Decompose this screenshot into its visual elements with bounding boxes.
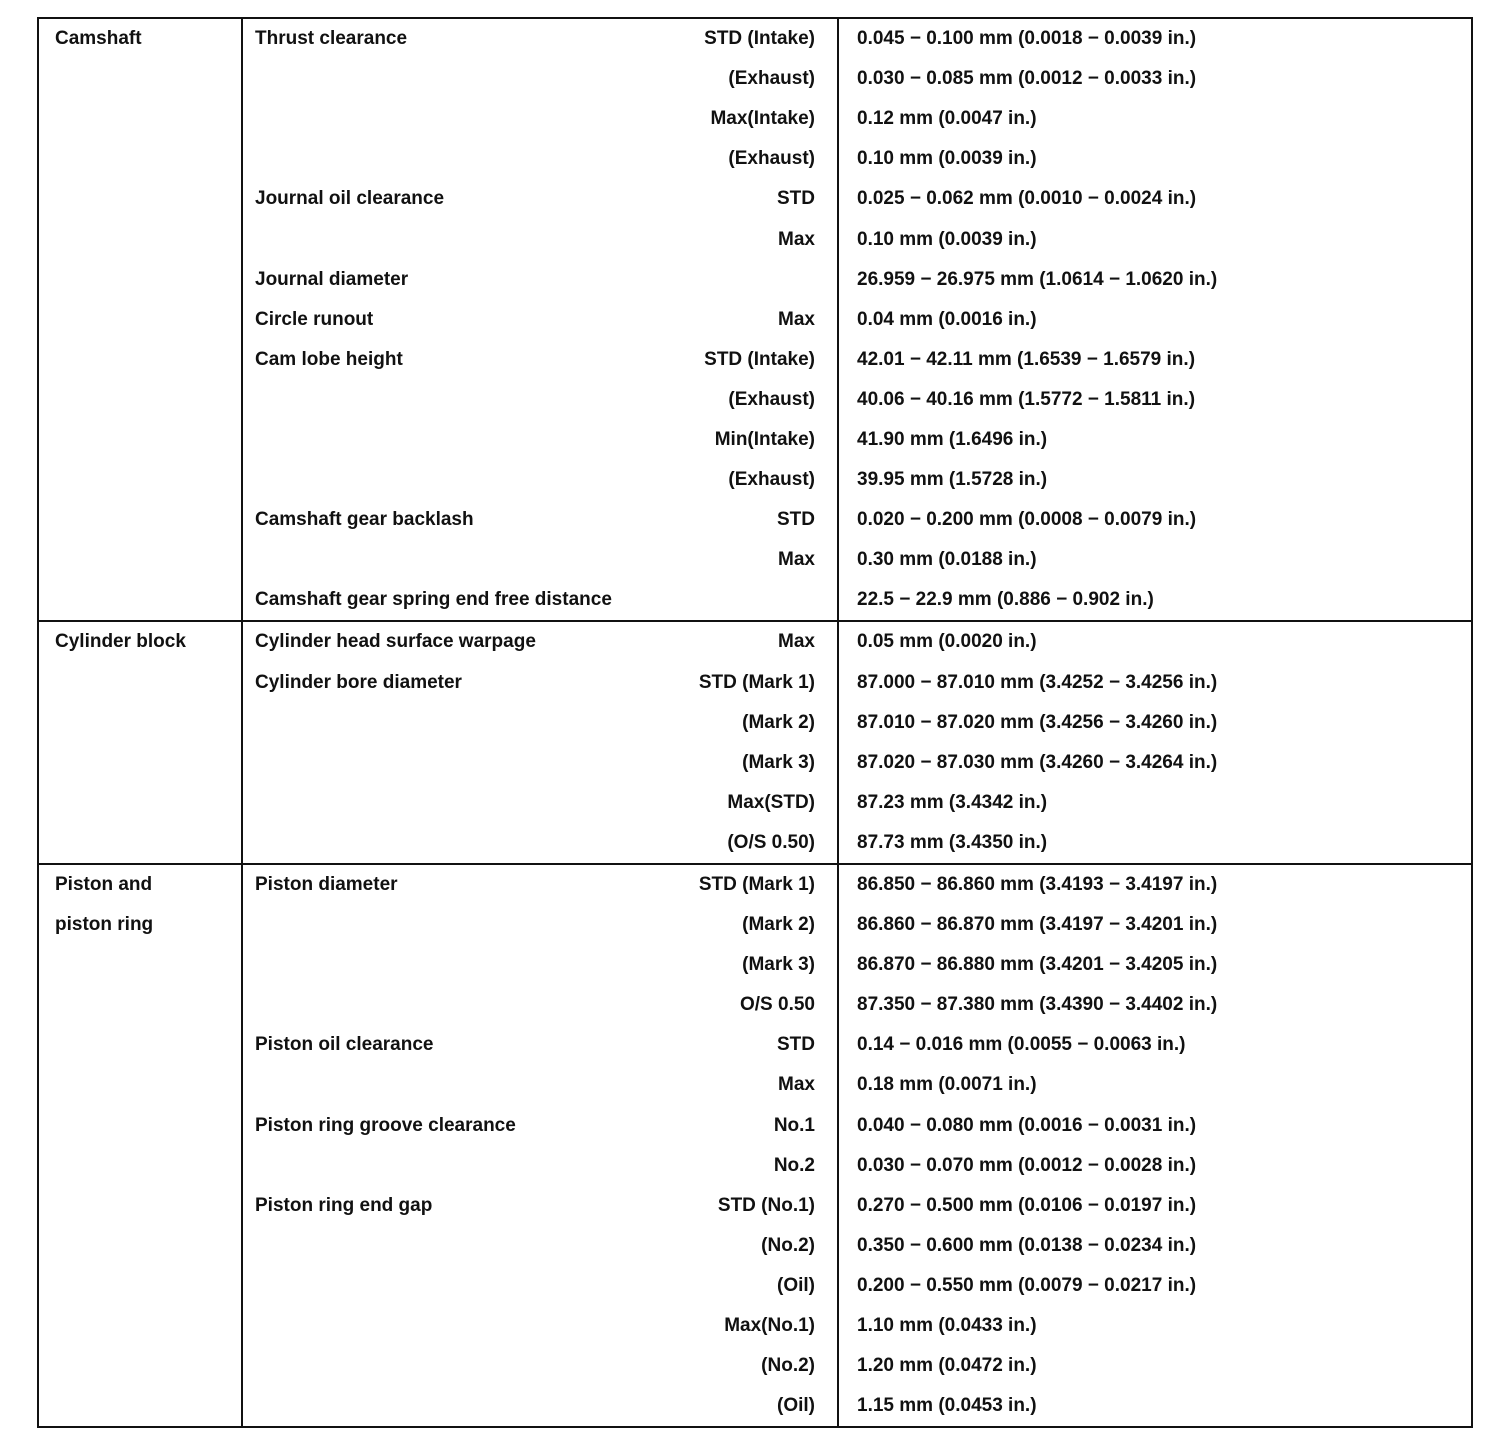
spec-condition: (Mark 3): [742, 954, 815, 976]
spec-item: [242, 985, 662, 1025]
spec-item: Thrust clearance: [242, 18, 662, 59]
table-row: [38, 500, 1472, 540]
table-row: [38, 743, 1472, 783]
spec-condition: (Oil): [777, 1274, 815, 1296]
spec-condition: (Mark 3): [742, 751, 815, 773]
spec-item: [242, 1065, 662, 1105]
spec-condition: Max(No.1): [724, 1315, 815, 1337]
spec-value: 86.860 − 86.870 mm (3.4197 − 3.4201 in.): [838, 905, 1472, 945]
spec-value: 87.350 − 87.380 mm (3.4390 − 3.4402 in.): [838, 985, 1472, 1025]
table-row: [38, 905, 1472, 945]
table-row: [38, 1065, 1472, 1105]
spec-value: 41.90 mm (1.6496 in.): [838, 420, 1472, 460]
spec-value: 87.000 − 87.010 mm (3.4252 − 3.4256 in.): [838, 663, 1472, 703]
spec-value: 1.10 mm (0.0433 in.): [838, 1306, 1472, 1346]
spec-condition: (Oil): [777, 1395, 815, 1417]
spec-item: [242, 905, 662, 945]
table-row: [38, 179, 1472, 219]
table-row: [38, 139, 1472, 179]
spec-condition: STD (Intake): [662, 18, 838, 59]
spec-condition: STD (No.1): [717, 1194, 815, 1216]
spec-condition: STD: [777, 1034, 815, 1056]
spec-item: Piston diameter: [242, 864, 662, 905]
spec-value: 0.270 − 0.500 mm (0.0106 − 0.0197 in.): [838, 1186, 1472, 1226]
spec-item: [242, 743, 662, 783]
spec-value: 0.18 mm (0.0071 in.): [838, 1065, 1472, 1105]
spec-value: 87.73 mm (3.4350 in.): [838, 823, 1472, 864]
spec-value: 26.959 − 26.975 mm (1.0614 − 1.0620 in.): [838, 260, 1472, 300]
spec-value: 22.5 − 22.9 mm (0.886 − 0.902 in.): [838, 580, 1472, 621]
spec-value: 0.30 mm (0.0188 in.): [838, 540, 1472, 580]
table-row: [38, 1266, 1472, 1306]
spec-value: 0.040 − 0.080 mm (0.0016 − 0.0031 in.): [838, 1106, 1472, 1146]
spec-value: 87.23 mm (3.4342 in.): [838, 783, 1472, 823]
spec-condition: STD (Mark 1): [698, 671, 815, 693]
spec-item: [242, 703, 662, 743]
table-row: [38, 945, 1472, 985]
spec-item: [242, 139, 662, 179]
spec-value: 86.870 − 86.880 mm (3.4201 − 3.4205 in.): [838, 945, 1472, 985]
section-label-cell: [38, 864, 242, 1427]
spec-condition: (No.2): [761, 1355, 815, 1377]
spec-condition: (Exhaust): [728, 68, 815, 90]
spec-value: 0.350 − 0.600 mm (0.0138 − 0.0234 in.): [838, 1226, 1472, 1266]
spec-value: 0.10 mm (0.0039 in.): [838, 139, 1472, 179]
spec-value: 0.200 − 0.550 mm (0.0079 − 0.0217 in.): [838, 1266, 1472, 1306]
spec-item: [242, 945, 662, 985]
table-row: [38, 783, 1472, 823]
spec-condition: Max: [778, 308, 815, 330]
table-row: [38, 1226, 1472, 1266]
spec-table: [37, 17, 1473, 1428]
spec-value: 0.020 − 0.200 mm (0.0008 − 0.0079 in.): [838, 500, 1472, 540]
spec-condition: (Exhaust): [728, 148, 815, 170]
spec-condition: Max: [662, 621, 838, 662]
spec-value: 42.01 − 42.11 mm (1.6539 − 1.6579 in.): [838, 340, 1472, 380]
table-row: [38, 99, 1472, 139]
spec-condition: (Mark 2): [742, 711, 815, 733]
spec-value: 0.14 − 0.016 mm (0.0055 − 0.0063 in.): [838, 1025, 1472, 1065]
spec-condition: (O/S 0.50): [727, 831, 815, 853]
table-row: [38, 1025, 1472, 1065]
spec-item: [242, 1226, 662, 1266]
spec-value: 0.05 mm (0.0020 in.): [838, 621, 1472, 662]
spec-item: Circle runout: [255, 308, 374, 330]
section-label: Cylinder block: [55, 631, 186, 653]
spec-condition: Max(Intake): [710, 108, 815, 130]
spec-condition: Min(Intake): [714, 428, 815, 450]
section-label: Camshaft: [55, 28, 142, 49]
spec-value: 1.20 mm (0.0472 in.): [838, 1346, 1472, 1386]
table-row: [38, 703, 1472, 743]
table-row: [38, 1186, 1472, 1226]
spec-condition: Max: [778, 1074, 815, 1096]
table-row: [38, 864, 1472, 905]
table-row: [38, 18, 1472, 59]
table-row: [38, 1106, 1472, 1146]
spec-item: [242, 1266, 662, 1306]
spec-item: Piston ring end gap: [255, 1194, 433, 1216]
spec-value: 86.850 − 86.860 mm (3.4193 − 3.4197 in.): [838, 864, 1472, 905]
spec-condition: [662, 580, 838, 621]
section-label: piston ring: [55, 913, 154, 935]
spec-item: Cylinder head surface warpage: [242, 621, 662, 662]
spec-item: [242, 823, 662, 864]
spec-item: [242, 59, 662, 99]
spec-value: 87.010 − 87.020 mm (3.4256 − 3.4260 in.): [838, 703, 1472, 743]
spec-value: 0.045 − 0.100 mm (0.0018 − 0.0039 in.): [838, 18, 1472, 59]
spec-item: [242, 1386, 662, 1427]
table-row: [38, 420, 1472, 460]
table-row: [38, 59, 1472, 99]
spec-value: 40.06 − 40.16 mm (1.5772 − 1.5811 in.): [838, 380, 1472, 420]
table-row: [38, 823, 1472, 864]
table-row: [38, 621, 1472, 662]
table-row: [38, 663, 1472, 703]
table-row: [38, 985, 1472, 1025]
spec-value: 39.95 mm (1.5728 in.): [838, 460, 1472, 500]
table-row: [38, 1306, 1472, 1346]
spec-condition: (No.2): [761, 1234, 815, 1256]
spec-condition: STD (Mark 1): [662, 864, 838, 905]
spec-value: 87.020 − 87.030 mm (3.4260 − 3.4264 in.): [838, 743, 1472, 783]
spec-value: 0.04 mm (0.0016 in.): [838, 300, 1472, 340]
spec-item: Journal oil clearance: [255, 188, 445, 210]
spec-condition: (Mark 2): [742, 914, 815, 936]
spec-item: Cam lobe height: [255, 348, 403, 370]
table-row: [38, 1346, 1472, 1386]
spec-item: Cylinder bore diameter: [255, 671, 462, 693]
spec-condition: (Exhaust): [728, 469, 815, 491]
spec-condition: Max(STD): [727, 791, 815, 813]
table-row: [38, 460, 1472, 500]
section-label: Piston and: [55, 873, 153, 895]
spec-item: Piston ring groove clearance: [255, 1114, 516, 1136]
spec-value: 0.12 mm (0.0047 in.): [838, 99, 1472, 139]
spec-item: [242, 460, 662, 500]
table-row: [38, 580, 1472, 621]
spec-table-body: [38, 18, 1472, 1427]
spec-item: [242, 219, 662, 259]
spec-item: [242, 1146, 662, 1186]
spec-item: Camshaft gear backlash: [255, 509, 474, 531]
table-row: [38, 260, 1472, 300]
section-label-cell: [38, 621, 242, 864]
spec-item: Journal diameter: [255, 268, 409, 290]
spec-value: 1.15 mm (0.0453 in.): [838, 1386, 1472, 1427]
table-row: [38, 1386, 1472, 1427]
spec-condition: Max: [778, 228, 815, 250]
spec-condition: STD: [777, 188, 815, 210]
spec-item: Camshaft gear spring end free distance: [255, 589, 612, 611]
spec-item: [242, 1306, 662, 1346]
spec-item: [242, 99, 662, 139]
spec-item: [242, 1346, 662, 1386]
table-row: [38, 380, 1472, 420]
table-row: [38, 300, 1472, 340]
spec-value: 0.025 − 0.062 mm (0.0010 − 0.0024 in.): [838, 179, 1472, 219]
spec-condition: No.2: [773, 1154, 815, 1176]
spec-item: Piston oil clearance: [255, 1034, 434, 1056]
spec-item: [242, 783, 662, 823]
spec-condition: STD: [777, 509, 815, 531]
spec-value: 0.030 − 0.070 mm (0.0012 − 0.0028 in.): [838, 1146, 1472, 1186]
table-row: [38, 540, 1472, 580]
spec-condition: STD (Intake): [704, 348, 815, 370]
spec-item: [242, 540, 662, 580]
table-row: [38, 340, 1472, 380]
spec-condition: O/S 0.50: [740, 994, 815, 1016]
spec-value: 0.10 mm (0.0039 in.): [838, 219, 1472, 259]
spec-condition: [662, 260, 838, 300]
spec-item: [242, 380, 662, 420]
section-label-cell: [38, 18, 242, 621]
spec-condition: Max: [778, 549, 815, 571]
table-row: [38, 219, 1472, 259]
spec-value: 0.030 − 0.085 mm (0.0012 − 0.0033 in.): [838, 59, 1472, 99]
spec-item: [242, 420, 662, 460]
spec-condition: No.1: [773, 1114, 815, 1136]
spec-condition: (Exhaust): [728, 388, 815, 410]
table-row: [38, 1146, 1472, 1186]
